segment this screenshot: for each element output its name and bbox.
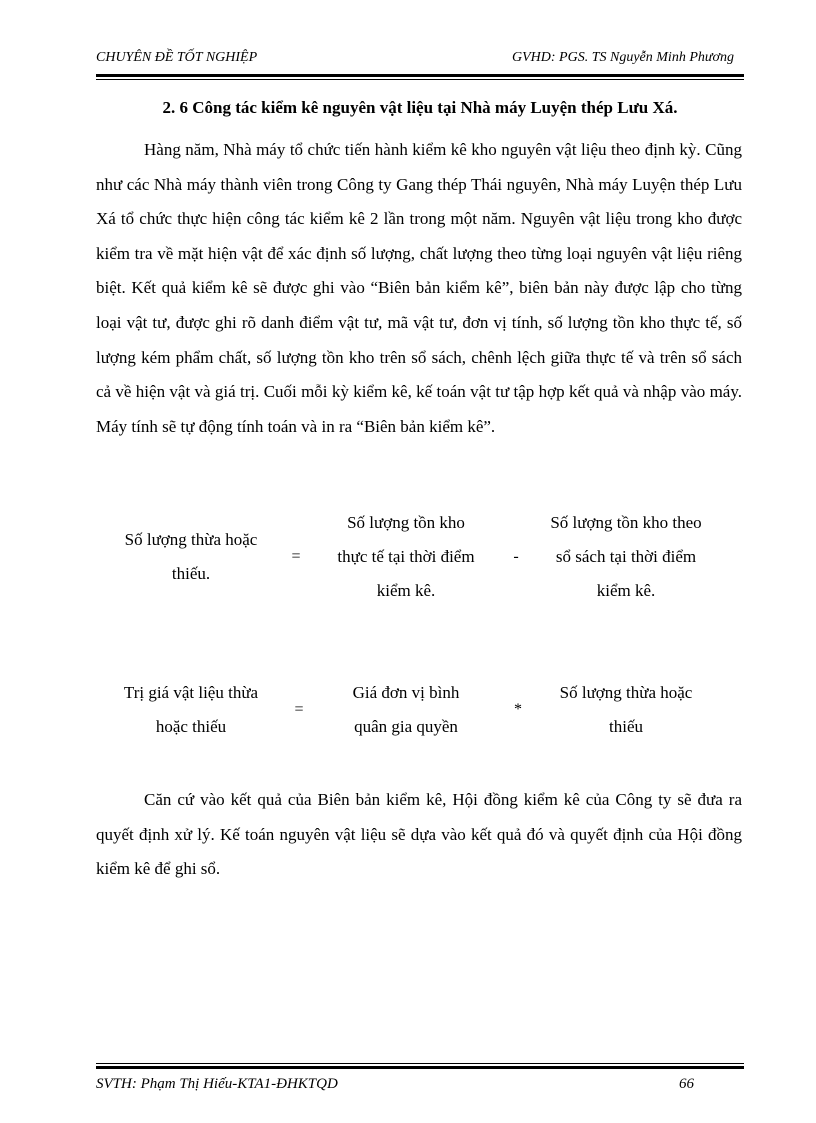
header-advisor: GVHD: PGS. TS Nguyễn Minh Phương	[512, 50, 734, 65]
formula-1-lhs: Số lượng thừa hoặc thiếu.	[124, 530, 258, 583]
formula-1-minus: -	[513, 548, 519, 565]
header-rule	[96, 74, 744, 80]
formula-2-term1: Giá đơn vị bình quân gia quyền	[352, 683, 460, 736]
page-header	[96, 50, 744, 72]
header-title: CHUYÊN ĐỀ TỐT NGHIỆP	[96, 50, 258, 65]
formula-2-lhs: Trị giá vật liệu thừa hoặc thiếu	[123, 683, 259, 736]
footer-rule	[96, 1063, 744, 1069]
paragraph-1: Hàng năm, Nhà máy tổ chức tiến hành kiểm kê kho nguyên vật liệu theo định kỳ. Cũng như các Nhà máy thành viên trong Công ty Gang thép Thái nguyên, Nhà máy Luyện thép Lưu Xá tổ chức thực hiện công tác kiểm kê 2 lần trong một năm. Nguyên vật liệu trong kho được kiểm tra về mặt hiện vật để xác định số lượng, chất lượng theo từng loại nguyên vật liệu riêng biệt. Kết quả kiểm kê sẽ được ghi vào “Biên bản kiểm kê”, biên bản này được lập cho từng loại vật tư, được ghi rõ danh điểm vật tư, mã vật tư, đơn vị tính, số lượng tồn kho thực tế, số lượng kém phẩm chất, số lượng tồn kho trên sổ sách, chênh lệch giữa thực tế và trên sổ sách cả về hiện vật và giá trị. Cuối mỗi kỳ kiểm kê, kế toán vật tư tập hợp kết quả và nhập vào máy. Máy tính sẽ tự động tính toán và in ra “Biên bản kiểm kê”.	[96, 140, 742, 436]
formula-value-difference	[96, 676, 744, 746]
paragraph-2: Căn cứ vào kết quả của Biên bản kiểm kê, Hội đồng kiểm kê của Công ty sẽ đưa ra quyết định xử lý. Kế toán nguyên vật liệu sẽ dựa vào kết quả đó và quyết định của Hội đồng kiểm kê để ghi sổ.	[96, 790, 742, 879]
page-number: 66	[679, 1076, 694, 1092]
section-heading: 2. 6 Công tác kiểm kê nguyên vật liệu tại Nhà máy Luyện thép Lưu Xá.	[162, 98, 678, 117]
formula-2-equals: =	[294, 701, 304, 718]
formula-2-term2: Số lượng thừa hoặc thiếu	[559, 683, 693, 736]
formula-quantity-difference	[96, 506, 744, 610]
formula-1-term2: Số lượng tồn kho theo sổ sách tại thời điểm kiểm kê.	[550, 513, 702, 600]
formula-2-times: *	[514, 701, 522, 718]
footer-student: SVTH: Phạm Thị Hiếu-KTA1-ĐHKTQD	[96, 1076, 338, 1092]
formula-1-term1: Số lượng tồn kho thực tế tại thời điểm kiểm kê.	[337, 513, 475, 600]
formula-1-equals: =	[291, 548, 301, 565]
